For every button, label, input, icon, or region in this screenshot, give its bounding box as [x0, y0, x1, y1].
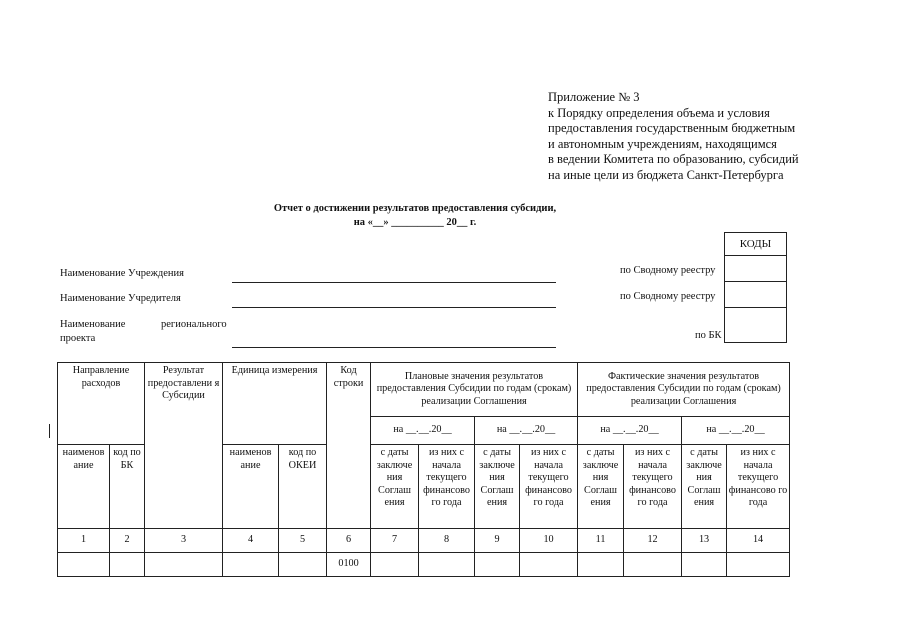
- header-fact-since-1: с даты заключе ния Соглаш ения: [578, 445, 624, 529]
- code-cell-bk: [725, 308, 787, 343]
- header-plan-since-1: с даты заключе ния Соглаш ения: [371, 445, 419, 529]
- appendix-line: в ведении Комитета по образованию, субсидий: [548, 152, 799, 166]
- header-result: Результат предоставлени я Субсидии: [145, 363, 223, 529]
- header-fact-since-2: с даты заключе ния Соглаш ения: [682, 445, 727, 529]
- column-number: 7: [371, 529, 419, 553]
- column-number: 12: [624, 529, 682, 553]
- report-title: Отчет о достижении результатов предоставления субсидии,: [273, 203, 557, 214]
- column-number: 3: [145, 529, 223, 553]
- column-number: 6: [327, 529, 371, 553]
- data-cell: [624, 553, 682, 577]
- registry-label-1: по Сводному реестру: [620, 265, 716, 276]
- row-code-cell: 0100: [327, 553, 371, 577]
- header-row-code: Код строки: [327, 363, 371, 529]
- header-plan-fy-1: из них с начала текущего финансово го года: [419, 445, 475, 529]
- header-planned: Плановые значения результатов предоставления Субсидии по годам (срокам) реализации Соглашения: [371, 363, 578, 417]
- header-fact-fy-1: из них с начала текущего финансово го года: [624, 445, 682, 529]
- header-unit: Единица измерения: [223, 363, 327, 445]
- project-field-line: [232, 347, 556, 348]
- header-actual: Фактические значения результатов предоставления Субсидии по годам (срокам) реализации Соглашения: [578, 363, 790, 417]
- column-number: 14: [727, 529, 790, 553]
- data-cell: [110, 553, 145, 577]
- report-date-line: на «__» __________ 20__ г.: [353, 217, 477, 228]
- data-cell: [58, 553, 110, 577]
- data-cell: [145, 553, 223, 577]
- header-plan-fy-2: из них с начала текущего финансово го года: [520, 445, 578, 529]
- appendix-line: Приложение № 3: [548, 90, 640, 104]
- header-plan-date-1: на __.__.20__: [371, 417, 475, 445]
- institution-field-line: [232, 282, 556, 283]
- institution-label: Наименование Учреждения: [60, 268, 184, 279]
- header-unit-okei: код по ОКЕИ: [279, 445, 327, 529]
- column-number: 9: [475, 529, 520, 553]
- header-unit-name: наименов ание: [223, 445, 279, 529]
- codes-header: КОДЫ: [725, 233, 787, 256]
- code-cell-registry-1: [725, 256, 787, 282]
- data-cell: [520, 553, 578, 577]
- data-cell: [578, 553, 624, 577]
- registry-label-2: по Сводному реестру: [620, 291, 716, 302]
- appendix-line: и автономным учреждениям, находящимся: [548, 136, 777, 151]
- founder-label: Наименование Учредителя: [60, 293, 181, 304]
- project-label-part3: проекта: [60, 333, 96, 344]
- margin-mark: [49, 424, 50, 438]
- header-fact-date-1: на __.__.20__: [578, 417, 682, 445]
- header-direction: Направление расходов: [58, 363, 145, 445]
- bk-label: по БК: [695, 330, 722, 341]
- data-cell: [279, 553, 327, 577]
- header-direction-bk: код по БК: [110, 445, 145, 529]
- data-cell: [419, 553, 475, 577]
- data-cell: [371, 553, 419, 577]
- header-plan-since-2: с даты заключе ния Соглаш ения: [475, 445, 520, 529]
- appendix-line: предоставления государственным бюджетным: [548, 121, 796, 135]
- column-number: 2: [110, 529, 145, 553]
- data-cell: [682, 553, 727, 577]
- project-label-part1: Наименование: [60, 319, 126, 330]
- code-cell-registry-2: [725, 282, 787, 308]
- results-table: [57, 362, 790, 577]
- column-number: 5: [279, 529, 327, 553]
- appendix-line: к Порядку определения объема и условия: [548, 105, 770, 120]
- appendix-line: на иные цели из бюджета Санкт-Петербурга: [548, 167, 784, 182]
- column-number: 13: [682, 529, 727, 553]
- codes-table: [724, 232, 787, 343]
- column-number: 10: [520, 529, 578, 553]
- column-number: 1: [58, 529, 110, 553]
- founder-field-line: [232, 307, 556, 308]
- data-cell: [475, 553, 520, 577]
- column-number: 4: [223, 529, 279, 553]
- column-number: 11: [578, 529, 624, 553]
- header-direction-name: наименов ание: [58, 445, 110, 529]
- header-plan-date-2: на __.__.20__: [475, 417, 578, 445]
- column-number: 8: [419, 529, 475, 553]
- data-cell: [727, 553, 790, 577]
- header-fact-fy-2: из них с начала текущего финансово го года: [727, 445, 790, 529]
- data-cell: [223, 553, 279, 577]
- appendix-header: [548, 90, 799, 183]
- header-fact-date-2: на __.__.20__: [682, 417, 790, 445]
- project-label-part2: регионального: [161, 319, 227, 330]
